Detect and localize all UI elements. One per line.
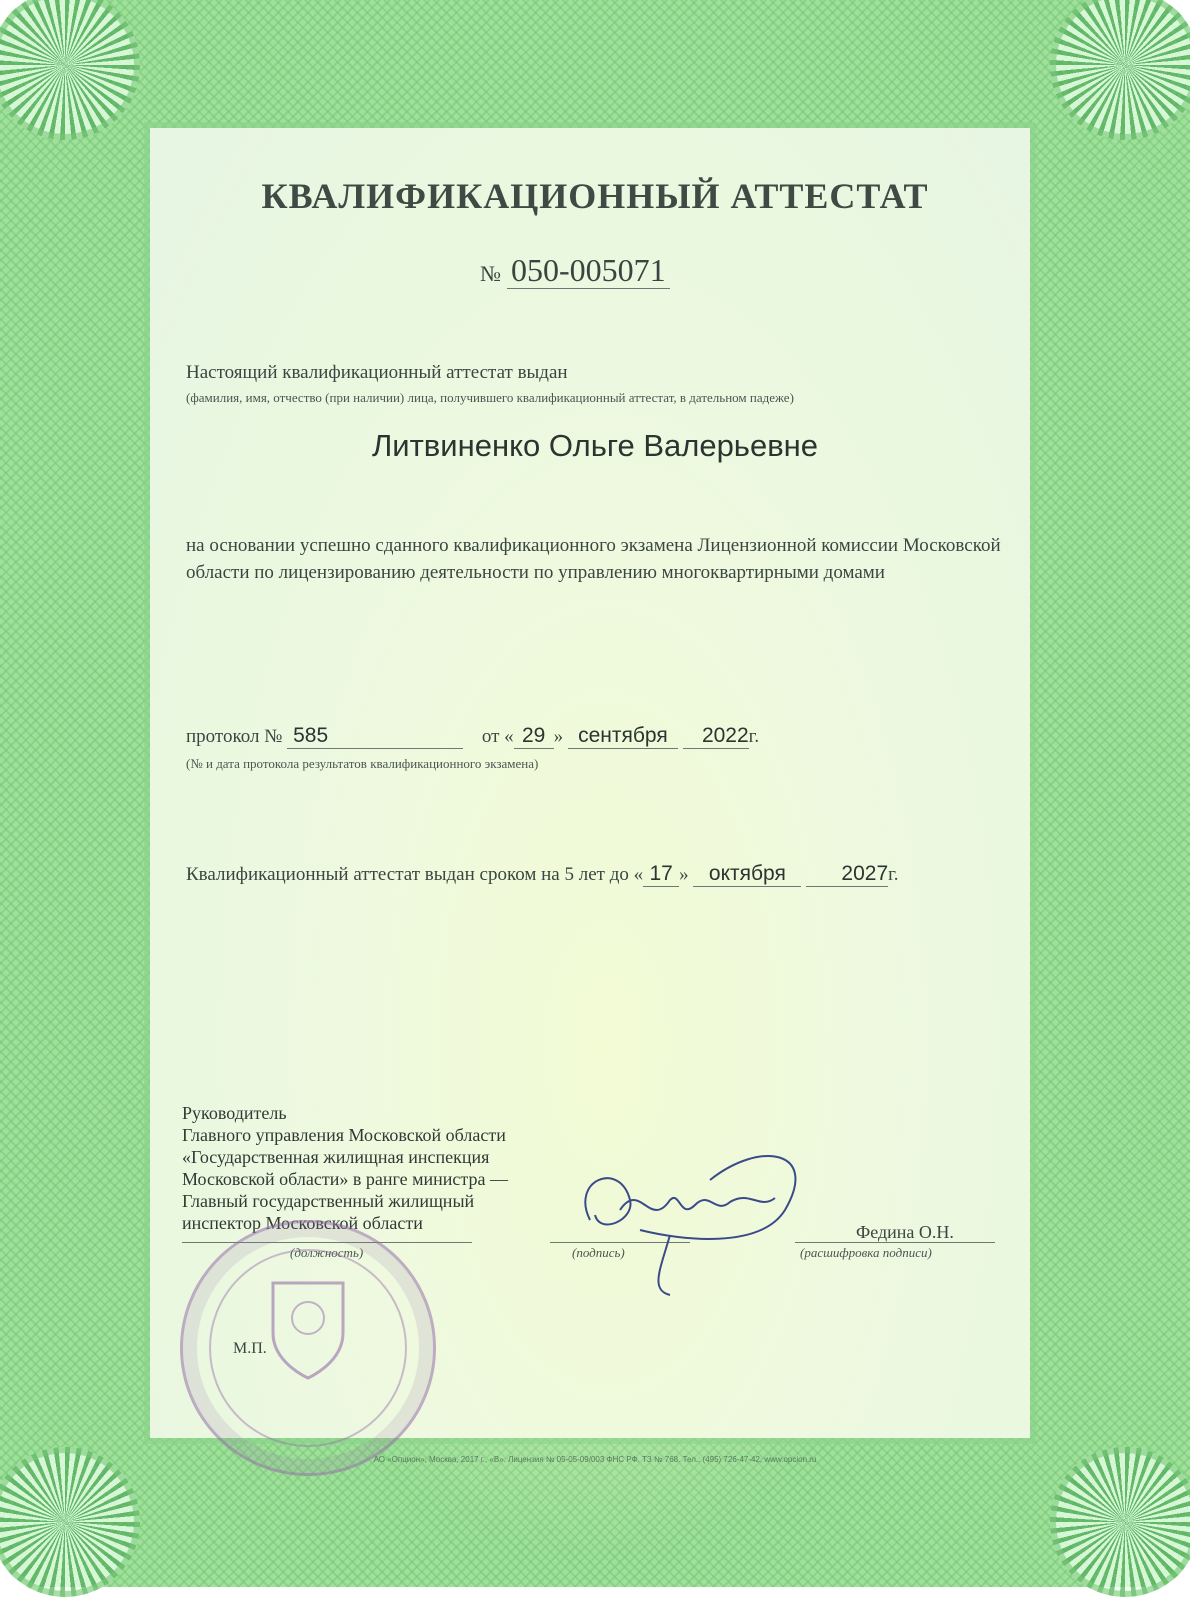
protocol-day: 29 bbox=[514, 724, 554, 749]
protocol-row bbox=[186, 724, 759, 749]
signatory-name: Федина О.Н. bbox=[856, 1222, 954, 1242]
protocol-open-quote: « bbox=[504, 726, 514, 747]
protocol-from-label: от bbox=[481, 726, 500, 747]
corner-rosette-bottom-right bbox=[1050, 1447, 1190, 1597]
position-line: Главного управления Московской области bbox=[182, 1125, 506, 1145]
validity-day: 17 bbox=[643, 862, 679, 887]
name-hint: (расшифровка подписи) bbox=[800, 1245, 932, 1260]
protocol-label: протокол № bbox=[186, 726, 283, 747]
position-line: Московской области» в ранге министра — bbox=[182, 1169, 508, 1189]
position-line: инспектор Московской области bbox=[182, 1213, 423, 1233]
validity-close-quote: » bbox=[679, 864, 689, 885]
handwritten-signature bbox=[560, 1120, 820, 1300]
holder-name: Литвиненко Ольге Валерьевне bbox=[371, 428, 819, 463]
certificate-number-value: 050-005071 bbox=[507, 252, 670, 289]
basis-text: на основании успешно сданного квалификационного экзамена Лицензионной комиссии Московской области по лицензированию деятельности по управлению многоквартирными домами bbox=[186, 535, 1001, 583]
validity-row bbox=[186, 862, 899, 887]
protocol-hint: (№ и дата протокола результатов квалификационного экзамена) bbox=[186, 756, 539, 771]
validity-year-suffix: г. bbox=[888, 864, 899, 885]
certificate-number bbox=[480, 252, 670, 289]
official-seal bbox=[180, 1220, 436, 1476]
position-line: «Государственная жилищная инспекция bbox=[182, 1147, 490, 1167]
validity-year: 2027 bbox=[806, 862, 888, 887]
position-hint: (должность) bbox=[290, 1245, 364, 1260]
issued-to-label: Настоящий квалификационный аттестат выдан bbox=[186, 362, 568, 383]
protocol-year-suffix: г. bbox=[748, 726, 760, 747]
validity-month: октября bbox=[693, 862, 801, 887]
position-line: Руководитель bbox=[182, 1103, 287, 1123]
seal-emblem-icon bbox=[265, 1273, 351, 1383]
validity-text: Квалификационный аттестат выдан сроком на 5 лет до bbox=[186, 864, 629, 885]
printer-footer: АО «Опцион», Москва, 2017 г., «В». Лицензия № 05-05-09/003 ФНС РФ. ТЗ № 768. Тел.: (495) 726-47-42, www.opcion.ru bbox=[373, 1455, 817, 1464]
signature-hint: (подпись) bbox=[572, 1245, 625, 1260]
certificate-title: КВАЛИФИКАЦИОННЫЙ АТТЕСТАТ bbox=[261, 176, 929, 216]
protocol-close-quote: » bbox=[553, 726, 564, 747]
stamp-place: М.П. bbox=[233, 1340, 267, 1357]
number-sign: № bbox=[480, 261, 501, 286]
validity-open-quote: « bbox=[633, 864, 644, 885]
issued-to-hint: (фамилия, имя, отчество (при наличии) лица, получившего квалификационный аттестат, в дательном падеже) bbox=[186, 390, 794, 405]
position-line: Главный государственный жилищный bbox=[182, 1191, 475, 1211]
protocol-month: сентября bbox=[568, 724, 678, 749]
protocol-year: 2022 bbox=[683, 724, 749, 749]
signatory-position bbox=[182, 1102, 542, 1234]
protocol-number: 585 bbox=[287, 724, 463, 749]
